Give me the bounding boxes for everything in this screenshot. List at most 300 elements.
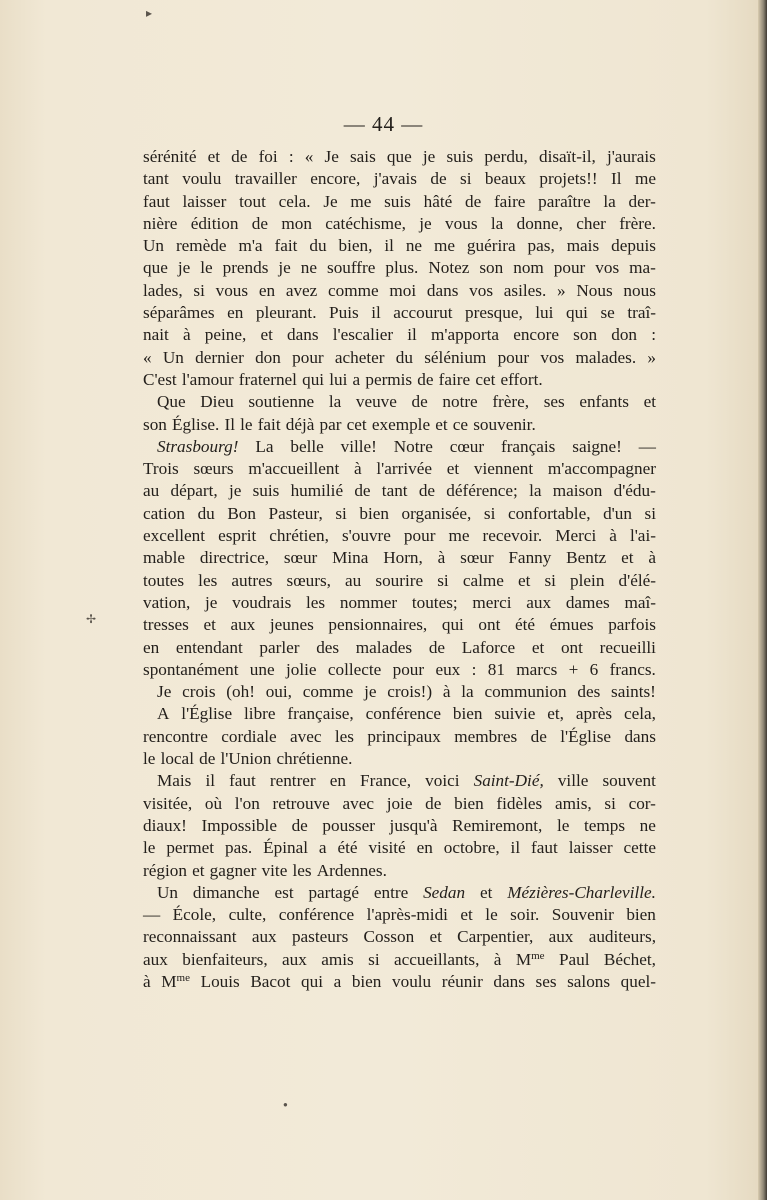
word: à: [437, 548, 446, 568]
text-line: [143, 146, 656, 168]
word: excellent: [143, 526, 206, 546]
word: parler: [259, 637, 300, 657]
word: il: [371, 303, 381, 323]
text-line: [143, 213, 656, 235]
word: confortable,: [507, 503, 591, 523]
word: Paul: [558, 949, 590, 969]
word: $M^{me}$: [515, 949, 545, 969]
word: une: [249, 659, 275, 679]
word: «: [143, 347, 152, 367]
word: fait: [274, 236, 298, 256]
word: en: [258, 280, 276, 300]
word: suis: [252, 481, 280, 501]
word: vation,: [143, 592, 191, 612]
word: directrice,: [199, 548, 270, 568]
word: local: [160, 749, 194, 769]
word: bien: [454, 793, 484, 813]
word: par: [319, 414, 342, 434]
word: à: [609, 526, 617, 546]
word: viennent: [473, 459, 534, 479]
word: aux: [230, 615, 256, 635]
word: vous: [445, 213, 478, 233]
word: malades.: [575, 347, 637, 367]
text-line: [143, 904, 656, 926]
word: :: [651, 325, 656, 345]
word: 81: [487, 659, 505, 679]
word: nous: [623, 280, 656, 300]
word: jeunes: [269, 615, 314, 635]
word: nom: [513, 258, 544, 278]
word: diaux!: [143, 815, 187, 835]
word: à: [648, 548, 656, 568]
word: l'on: [234, 793, 260, 813]
word: pasteurs: [291, 927, 349, 947]
word: sélénium: [424, 347, 487, 367]
word: belle: [290, 436, 324, 456]
word: Horn,: [383, 548, 423, 568]
word: d'élé-: [618, 570, 656, 590]
word: dernier: [195, 347, 244, 367]
text-line: [143, 860, 656, 882]
text-line: [143, 570, 656, 592]
word: Strasbourg!: [157, 436, 239, 456]
word: autres: [231, 570, 273, 590]
word: calme: [462, 570, 504, 590]
word: et: [203, 615, 216, 635]
word: si: [483, 503, 496, 523]
word: sais: [349, 147, 376, 166]
word: nière: [143, 213, 178, 233]
word: humilié: [290, 481, 344, 501]
word: aux: [251, 927, 277, 947]
text-line: [143, 659, 656, 681]
word: libre: [244, 704, 276, 724]
word: souvenir.: [473, 414, 536, 434]
word: se: [600, 303, 615, 323]
word: tresses: [143, 615, 189, 635]
word: si: [460, 169, 472, 189]
word: cordiale: [221, 726, 277, 746]
word: si: [644, 503, 656, 523]
word: +: [568, 659, 579, 679]
word: laisser: [182, 191, 227, 211]
word: vos: [469, 280, 494, 300]
word: nommer: [339, 592, 398, 612]
word: l'Union: [220, 749, 272, 769]
word: dimanche: [192, 882, 260, 902]
word: du: [309, 236, 327, 256]
word: de: [291, 815, 308, 835]
word: le: [556, 815, 570, 835]
text-line: [143, 547, 656, 569]
word: saints!: [611, 682, 656, 702]
word: l'ai-: [629, 526, 656, 546]
word: cela.: [278, 191, 311, 211]
word: a: [352, 369, 361, 389]
word: la: [529, 481, 542, 501]
text-line: [143, 168, 656, 190]
word: esprit: [218, 526, 257, 546]
word: don: [255, 347, 281, 367]
word: vos: [540, 347, 565, 367]
word: la: [603, 191, 616, 211]
text-line: [143, 369, 656, 391]
word: suivie: [494, 704, 536, 724]
word: en: [329, 771, 346, 791]
word: faut: [531, 838, 558, 858]
word: plus.: [385, 258, 419, 278]
word: et: [435, 414, 448, 434]
word: »: [557, 280, 566, 300]
word: ne: [405, 236, 423, 256]
word: tant: [143, 169, 169, 189]
word: le: [200, 258, 213, 278]
text-line: [143, 637, 656, 659]
word: déférence;: [446, 481, 518, 501]
word: comme: [328, 280, 379, 300]
text-line: [143, 324, 656, 346]
word: le: [143, 749, 156, 769]
word: à: [442, 682, 451, 702]
text-line: [143, 191, 656, 213]
word: dans: [493, 971, 525, 991]
word: sérénité: [143, 147, 197, 166]
word: et: [192, 860, 205, 880]
word: temps: [583, 815, 626, 835]
word: nait: [143, 325, 169, 345]
word: Je: [324, 147, 339, 166]
word: laisser: [568, 838, 613, 858]
word: merci: [472, 592, 512, 612]
word: joie: [386, 793, 413, 813]
word: des: [316, 637, 340, 657]
word: son: [479, 258, 504, 278]
word: retrouve: [272, 793, 330, 813]
word: en: [143, 637, 160, 657]
word: le: [485, 905, 498, 925]
word: Dieu: [200, 392, 234, 412]
word: Bacot: [250, 971, 291, 991]
word: foi: [258, 147, 278, 166]
word: et: [479, 882, 493, 902]
word: Je: [323, 191, 338, 211]
word: Remiremont,: [452, 815, 543, 835]
word: cela,: [623, 704, 656, 724]
word: Trois: [143, 459, 179, 479]
word: à: [354, 459, 362, 479]
text-line: [143, 414, 656, 436]
word: je: [228, 481, 242, 501]
word: son: [143, 414, 167, 434]
word: avez: [285, 280, 318, 300]
word: jolie: [285, 659, 317, 679]
word: saigne!: [572, 436, 622, 456]
word: Souvenir: [551, 905, 614, 925]
word: comme: [302, 682, 354, 702]
word: projets!!: [539, 169, 598, 189]
word: der-: [628, 191, 656, 211]
word: vous: [215, 280, 249, 300]
text-line: [143, 681, 656, 703]
word: il: [384, 236, 394, 256]
word: cette: [623, 838, 656, 858]
word: de: [231, 147, 248, 166]
word: et,: [547, 704, 564, 724]
text-line: [143, 436, 656, 458]
word: à: [493, 949, 502, 969]
text-line: [143, 503, 656, 525]
word: entendant: [175, 637, 243, 657]
word: si: [604, 793, 616, 813]
word: l'après-midi: [366, 905, 448, 925]
word: faut: [143, 191, 170, 211]
word: je: [419, 213, 432, 233]
word: chrétien,: [269, 526, 329, 546]
word: La: [255, 436, 274, 456]
word: accourut: [393, 303, 453, 323]
word: de: [530, 726, 547, 746]
word: Fanny: [508, 548, 552, 568]
word: presque,: [465, 303, 523, 323]
word: de: [417, 369, 434, 389]
word: pour: [553, 258, 586, 278]
word: les: [292, 860, 312, 880]
word: du: [197, 503, 215, 523]
word: été: [337, 838, 358, 858]
word: accueillants,: [393, 949, 480, 969]
word: Saint-Dié,: [473, 771, 544, 791]
word: visitée,: [143, 793, 193, 813]
word: —: [638, 436, 656, 456]
word: que: [386, 147, 412, 166]
word: :: [288, 147, 294, 166]
word: membres: [454, 726, 518, 746]
text-line: [143, 280, 656, 302]
word: maison: [552, 481, 603, 501]
word: fidèles: [496, 793, 543, 813]
text-line: [143, 347, 656, 369]
word: pas.: [224, 838, 253, 858]
printing-speck: ✢: [86, 612, 97, 626]
word: suis: [384, 191, 411, 211]
word: —: [143, 905, 161, 925]
word: aux: [548, 927, 574, 947]
text-line: [143, 703, 656, 725]
word: faut: [229, 771, 256, 791]
word: plein: [570, 570, 605, 590]
word: avec: [342, 793, 374, 813]
word: »: [647, 347, 656, 367]
word: Il: [611, 169, 622, 189]
word: Impossible: [201, 815, 277, 835]
word: Puis: [329, 303, 359, 323]
word: s'ouvre: [341, 526, 391, 546]
word: le: [143, 838, 156, 858]
word: Il: [224, 414, 235, 434]
word: Béchet,: [603, 949, 656, 969]
word: et: [517, 570, 531, 590]
word: et: [531, 637, 545, 657]
word: bien: [359, 503, 389, 523]
word: maî-: [624, 592, 656, 612]
word: qui: [301, 971, 323, 991]
word: faire: [438, 369, 471, 389]
word: je: [204, 592, 218, 612]
word: encore: [513, 325, 559, 345]
word: rentrer: [269, 771, 316, 791]
text-line: [143, 525, 656, 547]
word: Bon: [227, 503, 256, 523]
word: souffre: [327, 258, 376, 278]
page-edge-shadow: [758, 0, 767, 1200]
word: l'Église: [560, 726, 612, 746]
word: il: [407, 325, 417, 345]
word: voici: [425, 771, 460, 791]
word: l'escalier: [332, 325, 394, 345]
word: lui: [329, 369, 348, 389]
word: enfants: [579, 392, 629, 412]
word: bien,: [338, 236, 373, 256]
word: fraternel: [238, 369, 297, 389]
word: qui: [565, 303, 588, 323]
word: guérira: [466, 236, 516, 256]
text-line: [143, 592, 656, 614]
word: travailler: [234, 169, 297, 189]
word: C'est: [143, 369, 177, 389]
word: dans: [624, 726, 656, 746]
word: sœurs: [193, 459, 234, 479]
word: après: [575, 704, 613, 724]
word: hâté: [423, 191, 453, 211]
word: ce: [452, 414, 469, 434]
word: notre: [442, 392, 478, 412]
word: français: [500, 436, 556, 456]
word: eux: [435, 659, 461, 679]
word: de: [251, 213, 269, 233]
word: cet: [475, 369, 496, 389]
word: les: [306, 592, 326, 612]
word: ses: [543, 392, 565, 412]
word: à: [182, 325, 191, 345]
word: collecte: [327, 659, 382, 679]
word: tout: [239, 191, 266, 211]
word: et: [207, 147, 221, 166]
word: (oh!: [226, 682, 255, 702]
word: au: [143, 481, 160, 501]
word: communion: [484, 682, 567, 702]
word: don: [611, 325, 638, 345]
word: Mézières-Charleville.: [507, 882, 656, 902]
word: Un: [162, 347, 184, 367]
word: où: [204, 793, 223, 813]
text-line: [143, 971, 656, 993]
word: spontanément: [143, 659, 239, 679]
word: quel-: [620, 971, 656, 991]
body-text: [143, 146, 656, 993]
word: fait: [257, 414, 281, 434]
word: visité: [368, 838, 406, 858]
word: permis: [365, 369, 413, 389]
word: permet: [166, 838, 215, 858]
word: «: [304, 147, 314, 166]
word: entre: [373, 882, 409, 902]
word: Ardennes.: [316, 860, 387, 880]
word: auditeurs,: [588, 927, 656, 947]
word: ne: [300, 258, 318, 278]
word: Laforce: [461, 637, 516, 657]
word: cœur: [449, 436, 485, 456]
word: Mina: [332, 548, 369, 568]
word: si: [335, 503, 347, 523]
word: Sedan: [423, 882, 466, 902]
word: ont: [560, 637, 583, 657]
word: mais: [566, 236, 600, 256]
word: cet: [346, 414, 367, 434]
word: Église.: [172, 414, 220, 434]
word: m'accueillent: [248, 459, 340, 479]
word: et: [429, 927, 442, 947]
word: Un: [157, 882, 179, 902]
text-line: [143, 770, 656, 792]
word: mable: [143, 548, 185, 568]
word: conférence: [365, 704, 441, 724]
word: des: [577, 682, 601, 702]
word: m'a: [238, 236, 263, 256]
word: avec: [290, 726, 322, 746]
word: lui: [535, 303, 554, 323]
word: exemple: [371, 414, 431, 434]
word: souvent: [602, 771, 656, 791]
word: et: [446, 459, 460, 479]
word: est: [274, 882, 294, 902]
text-line: [143, 793, 656, 815]
text-line: [143, 391, 656, 413]
word: m'apporta: [431, 325, 500, 345]
word: jusqu'à: [389, 815, 438, 835]
word: sœur: [460, 548, 494, 568]
word: et: [460, 905, 473, 925]
word: pousser: [322, 815, 375, 835]
word: $M^{me}$: [161, 971, 190, 991]
word: son: [573, 325, 598, 345]
word: je: [364, 682, 377, 702]
word: toutes: [143, 570, 185, 590]
word: principaux: [367, 726, 441, 746]
word: d'un: [603, 503, 632, 523]
word: pour: [403, 526, 436, 546]
word: Épinal: [263, 838, 308, 858]
text-line: [143, 480, 656, 502]
word: dans: [287, 325, 319, 345]
word: aux: [282, 949, 307, 969]
text-line: [143, 458, 656, 480]
word: m'accompagner: [547, 459, 656, 479]
word: pas,: [527, 236, 555, 256]
word: séparâmes: [143, 303, 215, 323]
printing-speck: ▸: [146, 6, 153, 20]
word: Pasteur,: [268, 503, 323, 523]
text-line: [143, 882, 656, 904]
word: moi: [389, 280, 417, 300]
word: qui: [441, 615, 464, 635]
word: que: [143, 258, 168, 278]
word: recevoir.: [482, 526, 543, 546]
word: depuis: [611, 236, 656, 256]
word: ma-: [629, 258, 656, 278]
word: déjà: [285, 414, 315, 434]
word: pensionnaires,: [328, 615, 428, 635]
word: lades,: [143, 280, 183, 300]
